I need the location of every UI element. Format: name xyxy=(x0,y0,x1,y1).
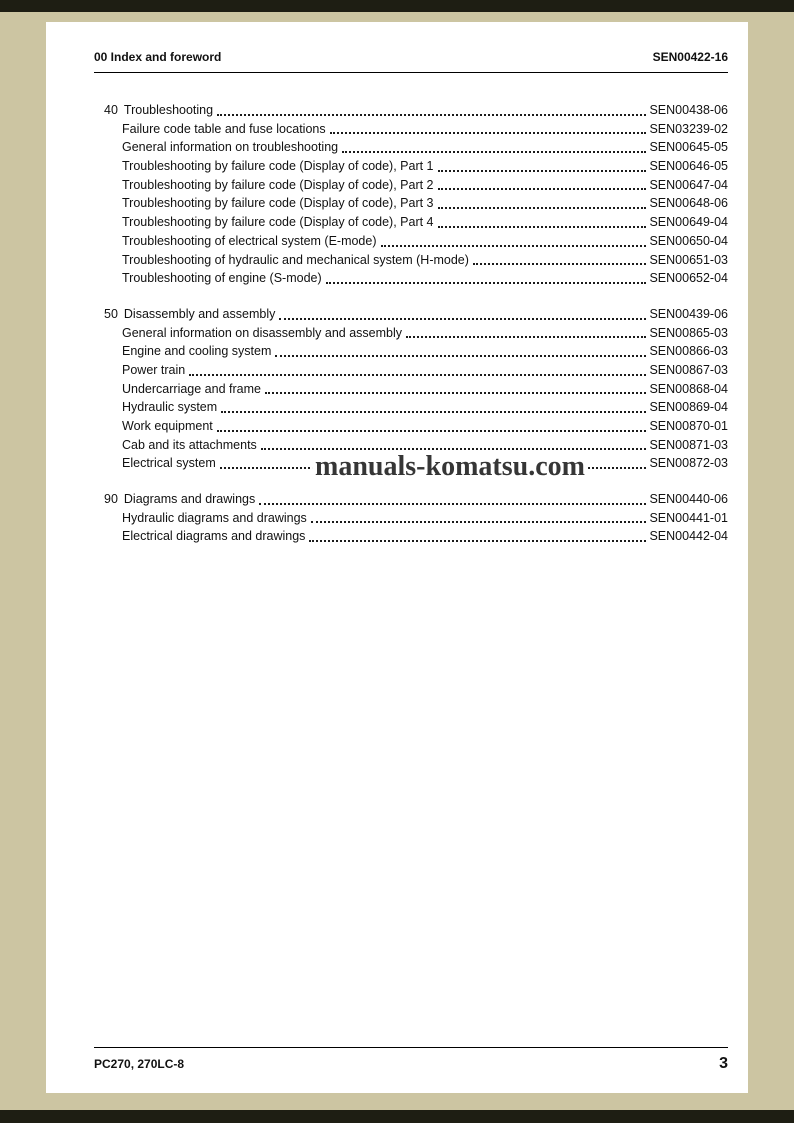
toc-entry-code: SEN00646-05 xyxy=(649,159,728,174)
dot-leader xyxy=(307,509,650,528)
toc-row xyxy=(94,324,728,343)
toc-entry-code: SEN00649-04 xyxy=(649,215,728,230)
toc-row xyxy=(94,213,728,232)
dot-leader xyxy=(434,213,650,232)
page-header xyxy=(94,22,728,64)
toc-entry-code: SEN00441-01 xyxy=(649,510,728,525)
toc-entry-title: Failure code table and fuse locations xyxy=(122,121,326,136)
toc-section-row xyxy=(94,305,728,324)
toc-entry-title: Power train xyxy=(122,362,186,377)
footer-model: PC270, 270LC-8 xyxy=(94,1057,185,1071)
page-footer xyxy=(94,1047,728,1073)
toc-row xyxy=(94,361,728,380)
toc-entry-title: Hydraulic system xyxy=(122,400,218,415)
toc-entry-code: SEN00652-04 xyxy=(649,271,728,286)
dot-leader xyxy=(434,157,650,176)
toc-row xyxy=(94,269,728,288)
toc-row xyxy=(94,417,728,436)
dot-leader xyxy=(305,527,649,546)
header-doc-number: SEN00422-16 xyxy=(652,50,728,64)
toc-row xyxy=(94,527,728,546)
toc-section-row xyxy=(94,101,728,120)
dot-leader xyxy=(255,490,649,509)
dot-leader xyxy=(322,269,650,288)
toc-entry-title: Work equipment xyxy=(122,419,213,433)
toc-entry-title: Troubleshooting of electrical system (E-mode) xyxy=(122,233,377,248)
toc-section-title: Disassembly and assembly xyxy=(123,306,276,321)
dot-leader xyxy=(185,361,649,380)
header-title: 00 Index and foreword xyxy=(94,50,222,64)
toc-row xyxy=(94,120,728,139)
dot-leader xyxy=(217,398,649,417)
toc-entry-title: Troubleshooting of engine (S-mode) xyxy=(122,271,322,286)
toc-entry-title: Electrical system xyxy=(122,456,216,471)
toc-row xyxy=(94,176,728,195)
toc-entry-code: SEN00651-03 xyxy=(649,252,728,267)
dot-leader xyxy=(469,251,650,270)
toc-entry-code: SEN00870-01 xyxy=(649,419,728,433)
dot-leader xyxy=(261,380,650,399)
toc-section-title: Troubleshooting xyxy=(123,103,214,117)
toc-entry-title: Cab and its attachments xyxy=(122,437,257,452)
toc-entry-title: Electrical diagrams and drawings xyxy=(122,529,306,544)
toc-section-number: 50 xyxy=(104,306,118,321)
toc-row xyxy=(94,138,728,157)
toc-entry-code: SEN00645-05 xyxy=(649,140,728,155)
toc-entry-code: SEN03239-02 xyxy=(649,121,728,136)
dot-leader xyxy=(434,176,650,195)
dot-leader xyxy=(338,138,649,157)
toc-entry-code: SEN00867-03 xyxy=(649,362,728,377)
toc-section-number: 90 xyxy=(104,492,118,507)
toc-section-title: Diagrams and drawings xyxy=(123,492,256,507)
toc-entry-code: SEN00442-04 xyxy=(649,529,728,544)
toc-row xyxy=(94,380,728,399)
toc-section-code: SEN00440-06 xyxy=(649,492,728,507)
dot-leader xyxy=(326,120,650,139)
toc-entry-title: General information on troubleshooting xyxy=(122,140,339,155)
toc-row xyxy=(94,194,728,213)
toc-entry-title: Troubleshooting of hydraulic and mechanical system (H-mode) xyxy=(122,252,469,267)
watermark-text: manuals-komatsu.com xyxy=(312,451,588,483)
toc-entry-code: SEN00866-03 xyxy=(649,344,728,359)
toc-entry-title: Troubleshooting by failure code (Display of code), Part 2 xyxy=(122,177,434,192)
dot-leader xyxy=(402,324,649,343)
toc-section xyxy=(94,101,728,288)
dot-leader xyxy=(434,194,650,213)
toc-section-row xyxy=(94,490,728,509)
toc-entry-title: Troubleshooting by failure code (Display of code), Part 3 xyxy=(122,196,434,211)
dot-leader xyxy=(275,305,649,324)
footer-page-number: 3 xyxy=(719,1055,728,1072)
toc-section-number: 40 xyxy=(104,103,118,117)
toc-entry-title: Undercarriage and frame xyxy=(122,381,261,396)
dot-leader xyxy=(213,417,650,436)
toc-entry-title: Troubleshooting by failure code (Display of code), Part 4 xyxy=(122,215,434,230)
toc-row xyxy=(94,251,728,270)
page-content xyxy=(94,22,728,1093)
top-border-band xyxy=(0,0,794,12)
toc-entry-code: SEN00648-06 xyxy=(649,196,728,211)
toc-entry-title: Engine and cooling system xyxy=(122,344,272,359)
toc-entry-code: SEN00865-03 xyxy=(649,325,728,340)
toc-section-code: SEN00439-06 xyxy=(649,306,728,321)
bottom-border-band xyxy=(0,1110,794,1123)
toc-entry-code: SEN00647-04 xyxy=(649,177,728,192)
dot-leader xyxy=(377,232,650,251)
toc-entry-title: Troubleshooting by failure code (Display of code), Part 1 xyxy=(122,159,434,174)
toc-entry-code: SEN00871-03 xyxy=(649,437,728,452)
toc-section xyxy=(94,490,728,546)
toc-entry-code: SEN00872-03 xyxy=(649,456,728,471)
toc-section xyxy=(94,305,728,473)
page-sheet xyxy=(46,22,748,1093)
toc-entry-code: SEN00868-04 xyxy=(649,381,728,396)
toc-row xyxy=(94,509,728,528)
toc-entry-code: SEN00869-04 xyxy=(649,400,728,415)
toc-row xyxy=(94,232,728,251)
toc-row xyxy=(94,398,728,417)
toc-section-code: SEN00438-06 xyxy=(649,103,728,117)
toc-entry-title: General information on disassembly and assembly xyxy=(122,325,402,340)
dot-leader xyxy=(271,342,649,361)
toc-row xyxy=(94,157,728,176)
header-rule xyxy=(94,72,728,73)
toc-entry-code: SEN00650-04 xyxy=(649,233,728,248)
toc-row xyxy=(94,342,728,361)
toc-entry-title: Hydraulic diagrams and drawings xyxy=(122,510,307,525)
dot-leader xyxy=(213,101,649,120)
